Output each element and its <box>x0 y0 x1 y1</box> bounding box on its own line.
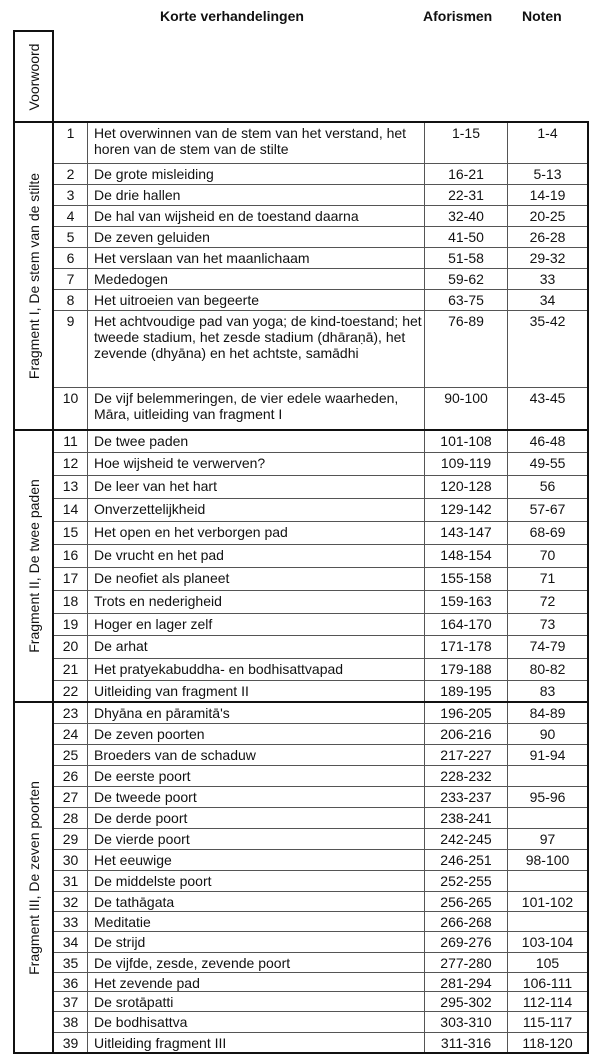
table-row <box>14 911 588 931</box>
table-row <box>14 184 588 205</box>
row-aforismen: 311-316 <box>425 1032 508 1053</box>
voorwoord-cell <box>13 30 54 122</box>
row-noten <box>508 870 589 891</box>
table-row <box>14 226 588 247</box>
row-noten: 29-32 <box>508 247 589 268</box>
row-number: 34 <box>53 931 88 952</box>
row-noten: 80-82 <box>508 658 589 680</box>
fragment-group-cell <box>14 430 53 702</box>
row-aforismen: 63-75 <box>425 289 508 310</box>
row-number: 24 <box>53 723 88 744</box>
column-header-aforismen: Aforismen <box>423 8 493 24</box>
table-row <box>14 991 588 1011</box>
row-aforismen: 179-188 <box>425 658 508 680</box>
row-title: Onverzettelijkheid <box>88 498 425 521</box>
table-row <box>14 952 588 972</box>
row-aforismen: 16-21 <box>425 163 508 184</box>
row-number: 37 <box>53 991 88 1011</box>
row-noten: 20-25 <box>508 205 589 226</box>
column-header-noten: Noten <box>522 8 562 24</box>
row-title: Hoger en lager zelf <box>88 613 425 635</box>
row-noten: 118-120 <box>508 1032 589 1053</box>
table-row <box>14 122 588 163</box>
row-aforismen: 196-205 <box>425 702 508 723</box>
row-title: Het overwinnen van de stem van het verstand, het horen van de stem van de stilte <box>88 122 425 163</box>
row-aforismen: 295-302 <box>425 991 508 1011</box>
row-aforismen: 252-255 <box>425 870 508 891</box>
row-number: 36 <box>53 972 88 991</box>
fragment-label: Fragment I, De stem van de stilte <box>25 172 42 380</box>
row-aforismen: 101-108 <box>425 430 508 452</box>
table-row <box>14 786 588 807</box>
row-title: De srotāpatti <box>88 991 425 1011</box>
row-noten: 103-104 <box>508 931 589 952</box>
table-row <box>14 972 588 991</box>
row-aforismen: 41-50 <box>425 226 508 247</box>
row-noten: 106-111 <box>508 972 589 991</box>
table-row <box>14 268 588 289</box>
row-aforismen: 189-195 <box>425 680 508 702</box>
row-title: Het uitroeien van begeerte <box>88 289 425 310</box>
row-aforismen: 266-268 <box>425 911 508 931</box>
row-noten: 84-89 <box>508 702 589 723</box>
column-header-title: Korte verhandelingen <box>160 8 304 24</box>
row-title: De eerste poort <box>88 765 425 786</box>
table-row <box>14 247 588 268</box>
row-aforismen: 228-232 <box>425 765 508 786</box>
row-number: 8 <box>53 289 88 310</box>
row-title: Het eeuwige <box>88 849 425 870</box>
fragment-group-cell <box>14 702 53 1053</box>
table-row <box>14 613 588 635</box>
row-number: 14 <box>53 498 88 521</box>
row-number: 18 <box>53 590 88 613</box>
table-row <box>14 891 588 911</box>
table-row <box>14 807 588 828</box>
row-aforismen: 59-62 <box>425 268 508 289</box>
table-row <box>14 1032 588 1053</box>
row-title: De bodhisattva <box>88 1011 425 1032</box>
row-aforismen: 238-241 <box>425 807 508 828</box>
row-aforismen: 51-58 <box>425 247 508 268</box>
row-noten: 95-96 <box>508 786 589 807</box>
row-number: 23 <box>53 702 88 723</box>
table-row <box>14 452 588 475</box>
row-title: De tathāgata <box>88 891 425 911</box>
row-title: De hal van wijsheid en de toestand daarna <box>88 205 425 226</box>
row-noten: 73 <box>508 613 589 635</box>
row-noten: 97 <box>508 828 589 849</box>
row-title: Trots en nederigheid <box>88 590 425 613</box>
table-row <box>14 702 588 723</box>
row-noten: 112-114 <box>508 991 589 1011</box>
row-title: De zeven geluiden <box>88 226 425 247</box>
row-aforismen: 164-170 <box>425 613 508 635</box>
row-noten: 34 <box>508 289 589 310</box>
table-row <box>14 870 588 891</box>
row-number: 2 <box>53 163 88 184</box>
fragment-label: Fragment II, De twee paden <box>25 479 42 653</box>
row-aforismen: 1-15 <box>425 122 508 163</box>
row-title: De vijf belemmeringen, de vier edele waarheden, Māra, uitleiding van fragment I <box>88 387 425 430</box>
row-noten: 70 <box>508 544 589 567</box>
row-noten: 46-48 <box>508 430 589 452</box>
table-row <box>14 289 588 310</box>
table-row <box>14 521 588 544</box>
row-title: Het verslaan van het maanlichaam <box>88 247 425 268</box>
row-aforismen: 143-147 <box>425 521 508 544</box>
row-noten: 101-102 <box>508 891 589 911</box>
row-noten: 90 <box>508 723 589 744</box>
row-title: Uitleiding fragment III <box>88 1032 425 1053</box>
row-title: De tweede poort <box>88 786 425 807</box>
row-title: Uitleiding van fragment II <box>88 680 425 702</box>
row-aforismen: 109-119 <box>425 452 508 475</box>
row-noten: 35-42 <box>508 310 589 387</box>
table-row <box>14 310 588 387</box>
row-noten: 33 <box>508 268 589 289</box>
row-aforismen: 217-227 <box>425 744 508 765</box>
row-noten <box>508 765 589 786</box>
row-aforismen: 233-237 <box>425 786 508 807</box>
table-row <box>14 765 588 786</box>
table-row <box>14 723 588 744</box>
row-title: De vierde poort <box>88 828 425 849</box>
table-row <box>14 163 588 184</box>
row-title: De vrucht en het pad <box>88 544 425 567</box>
row-number: 6 <box>53 247 88 268</box>
fragment-group-cell <box>14 122 53 430</box>
row-number: 7 <box>53 268 88 289</box>
table-row <box>14 430 588 452</box>
row-number: 4 <box>53 205 88 226</box>
row-aforismen: 242-245 <box>425 828 508 849</box>
row-title: Meditatie <box>88 911 425 931</box>
row-noten: 71 <box>508 567 589 590</box>
table-row <box>14 635 588 658</box>
row-aforismen: 155-158 <box>425 567 508 590</box>
row-title: De drie hallen <box>88 184 425 205</box>
row-number: 27 <box>53 786 88 807</box>
fragment-label: Fragment III, De zeven poorten <box>25 780 42 975</box>
row-noten: 1-4 <box>508 122 589 163</box>
voorwoord-label: Voorwoord <box>25 43 42 111</box>
row-title: De strijd <box>88 931 425 952</box>
row-title: De arhat <box>88 635 425 658</box>
table-row <box>14 680 588 702</box>
row-noten: 68-69 <box>508 521 589 544</box>
row-title: De derde poort <box>88 807 425 828</box>
row-noten: 91-94 <box>508 744 589 765</box>
row-aforismen: 159-163 <box>425 590 508 613</box>
table-row <box>14 475 588 498</box>
row-number: 17 <box>53 567 88 590</box>
row-title: De leer van het hart <box>88 475 425 498</box>
row-number: 35 <box>53 952 88 972</box>
row-noten: 5-13 <box>508 163 589 184</box>
row-title: Dhyāna en pāramitā's <box>88 702 425 723</box>
row-noten: 115-117 <box>508 1011 589 1032</box>
row-number: 31 <box>53 870 88 891</box>
row-number: 28 <box>53 807 88 828</box>
row-title: Het achtvoudige pad van yoga; de kind-toestand; het tweede stadium, het zesde stadium (dhāraṇā), het zevende (dhyāna) en het achtste, samādhi <box>88 310 425 387</box>
table-row <box>14 544 588 567</box>
table-row <box>14 828 588 849</box>
row-number: 10 <box>53 387 88 430</box>
row-aforismen: 22-31 <box>425 184 508 205</box>
row-number: 16 <box>53 544 88 567</box>
row-title: Broeders van de schaduw <box>88 744 425 765</box>
row-number: 19 <box>53 613 88 635</box>
row-aforismen: 32-40 <box>425 205 508 226</box>
row-noten: 83 <box>508 680 589 702</box>
row-aforismen: 129-142 <box>425 498 508 521</box>
table-row <box>14 387 588 430</box>
row-noten: 74-79 <box>508 635 589 658</box>
row-aforismen: 206-216 <box>425 723 508 744</box>
row-aforismen: 90-100 <box>425 387 508 430</box>
row-noten: 57-67 <box>508 498 589 521</box>
row-number: 3 <box>53 184 88 205</box>
row-aforismen: 277-280 <box>425 952 508 972</box>
table-row <box>14 849 588 870</box>
row-aforismen: 281-294 <box>425 972 508 991</box>
row-number: 1 <box>53 122 88 163</box>
row-noten: 14-19 <box>508 184 589 205</box>
row-number: 9 <box>53 310 88 387</box>
row-title: Mededogen <box>88 268 425 289</box>
contents-table <box>13 121 589 1054</box>
row-aforismen: 256-265 <box>425 891 508 911</box>
row-aforismen: 148-154 <box>425 544 508 567</box>
row-title: Het open en het verborgen pad <box>88 521 425 544</box>
table-row <box>14 931 588 952</box>
row-noten: 72 <box>508 590 589 613</box>
row-number: 11 <box>53 430 88 452</box>
row-number: 25 <box>53 744 88 765</box>
table-row <box>14 744 588 765</box>
row-noten: 26-28 <box>508 226 589 247</box>
row-number: 5 <box>53 226 88 247</box>
row-number: 15 <box>53 521 88 544</box>
row-title: De grote misleiding <box>88 163 425 184</box>
row-noten: 98-100 <box>508 849 589 870</box>
row-title: De neofiet als planeet <box>88 567 425 590</box>
row-noten: 43-45 <box>508 387 589 430</box>
row-title: Hoe wijsheid te verwerven? <box>88 452 425 475</box>
row-number: 39 <box>53 1032 88 1053</box>
row-title: Het pratyekabuddha- en bodhisattvapad <box>88 658 425 680</box>
row-noten: 105 <box>508 952 589 972</box>
row-number: 13 <box>53 475 88 498</box>
row-number: 32 <box>53 891 88 911</box>
row-noten <box>508 911 589 931</box>
row-number: 29 <box>53 828 88 849</box>
row-aforismen: 120-128 <box>425 475 508 498</box>
row-number: 38 <box>53 1011 88 1032</box>
row-number: 22 <box>53 680 88 702</box>
row-aforismen: 246-251 <box>425 849 508 870</box>
row-noten <box>508 807 589 828</box>
table-row <box>14 205 588 226</box>
row-title: De middelste poort <box>88 870 425 891</box>
row-number: 21 <box>53 658 88 680</box>
row-noten: 56 <box>508 475 589 498</box>
table-row <box>14 590 588 613</box>
table-row <box>14 658 588 680</box>
row-aforismen: 171-178 <box>425 635 508 658</box>
row-number: 33 <box>53 911 88 931</box>
row-title: Het zevende pad <box>88 972 425 991</box>
table-row <box>14 1011 588 1032</box>
row-title: De vijfde, zesde, zevende poort <box>88 952 425 972</box>
row-number: 20 <box>53 635 88 658</box>
row-number: 12 <box>53 452 88 475</box>
row-aforismen: 76-89 <box>425 310 508 387</box>
row-title: De zeven poorten <box>88 723 425 744</box>
row-number: 30 <box>53 849 88 870</box>
row-aforismen: 269-276 <box>425 931 508 952</box>
row-noten: 49-55 <box>508 452 589 475</box>
row-title: De twee paden <box>88 430 425 452</box>
table-row <box>14 498 588 521</box>
row-aforismen: 303-310 <box>425 1011 508 1032</box>
row-number: 26 <box>53 765 88 786</box>
table-row <box>14 567 588 590</box>
